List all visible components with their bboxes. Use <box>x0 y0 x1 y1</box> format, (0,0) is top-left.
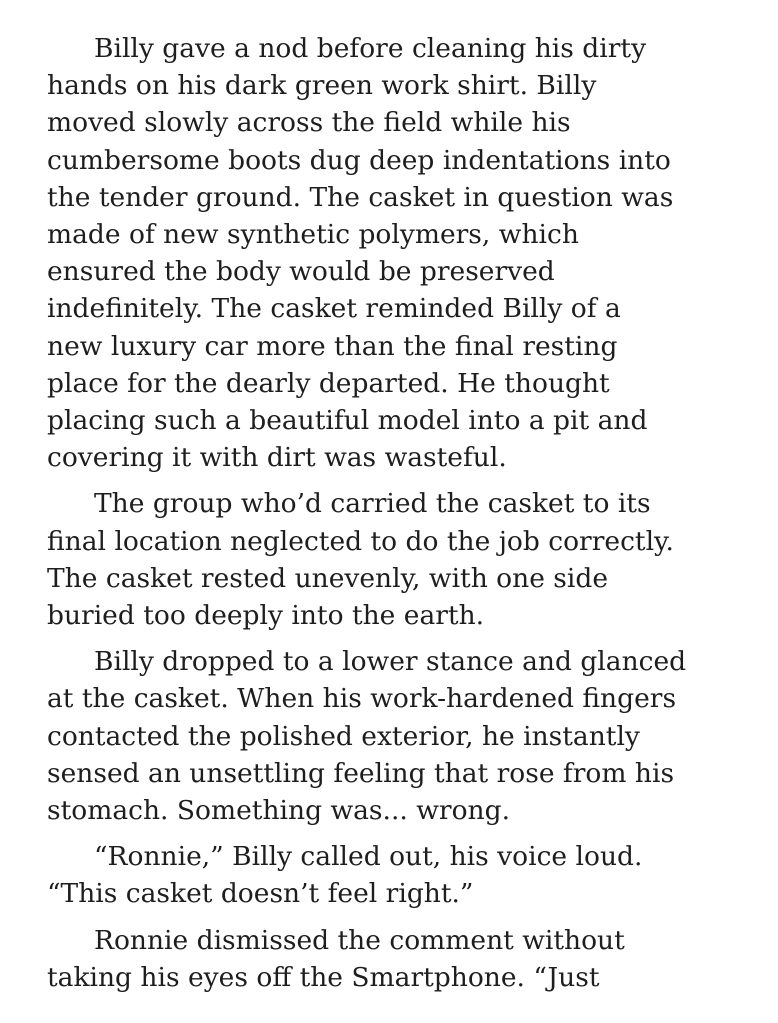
text-line: Ronnie dismissed the comment without <box>94 924 625 956</box>
paragraph-4 <box>47 838 747 912</box>
text-line: new luxury car more than the final resting <box>47 330 618 362</box>
text-line: The group who’d carried the casket to its <box>94 488 651 520</box>
text-line: indefinitely. The casket reminded Billy of a <box>47 293 621 325</box>
text-line: stomach. Something was... wrong. <box>47 795 510 827</box>
text-line: “Ronnie,” Billy called out, his voice loud. <box>94 841 643 873</box>
text-line: buried too deeply into the earth. <box>47 600 485 632</box>
text-line: The casket rested unevenly, with one side <box>47 562 609 594</box>
text-line: contacted the polished exterior, he instantly <box>47 720 640 752</box>
text-line: placing such a beautiful model into a pit and <box>47 405 648 437</box>
book-page <box>47 30 747 1005</box>
text-line: place for the dearly departed. He thought <box>47 367 610 399</box>
text-line: ensured the body would be preserved <box>47 256 555 288</box>
paragraph-1 <box>47 30 747 476</box>
text-line: Billy dropped to a lower stance and glanced <box>94 646 687 678</box>
text-line: Billy gave a nod before cleaning his dirty <box>94 33 647 64</box>
text-line: “This casket doesn’t feel right.” <box>47 878 474 910</box>
text-line: moved slowly across the field while his <box>47 107 571 139</box>
text-line: cumbersome boots dug deep indentations into <box>47 144 671 176</box>
text-line: at the casket. When his work-hardened fingers <box>47 683 677 715</box>
text-line: final location neglected to do the job correctly. <box>47 525 674 557</box>
text-line: sensed an unsettling feeling that rose from his <box>47 757 675 789</box>
paragraph-3 <box>47 643 747 829</box>
text-line: made of new synthetic polymers, which <box>47 219 579 251</box>
text-line: covering it with dirt was wasteful. <box>47 442 507 474</box>
text-line: taking his eyes off the Smartphone. “Just <box>47 961 600 993</box>
paragraph-2 <box>47 485 747 634</box>
text-line: the tender ground. The casket in question was <box>47 181 674 213</box>
text-line: hands on his dark green work shirt. Billy <box>47 70 597 102</box>
paragraph-5 <box>47 922 747 996</box>
